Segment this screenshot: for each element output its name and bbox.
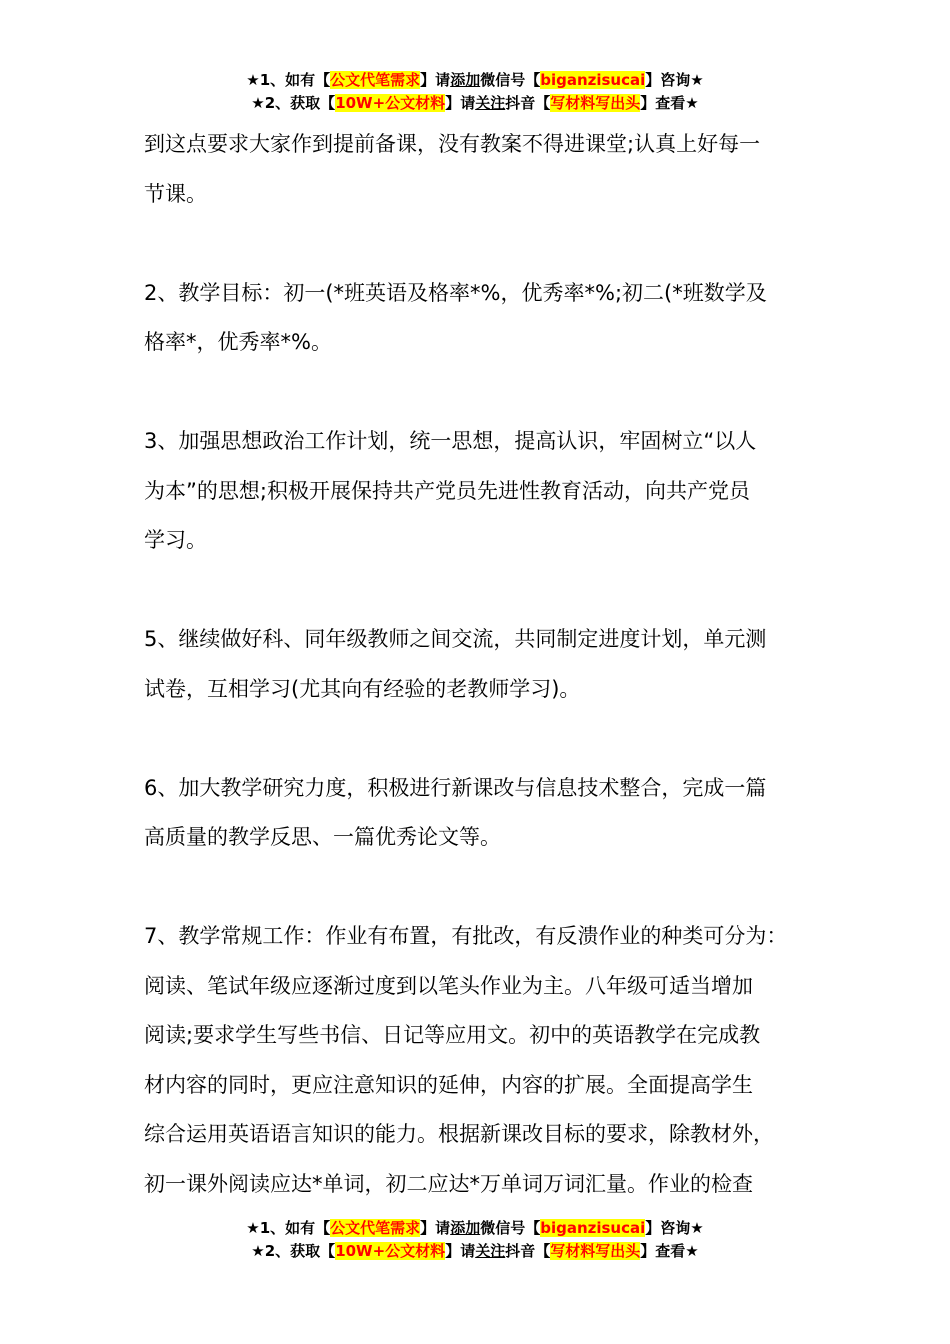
banner-text: 抖音【	[505, 94, 551, 112]
text-line: 3、加强思想政治工作计划，统一思想，提高认识，牢固树立“以人	[144, 429, 757, 453]
banner-text: 抖音【	[505, 1242, 551, 1260]
text-line: 到这点要求大家作到提前备课，没有教案不得进课堂;认真上好每一	[144, 132, 761, 156]
highlight-wechat-id: biganzisucai	[540, 1219, 646, 1237]
underlined-text: 关注	[475, 94, 506, 112]
text-line: 为本”的思想;积极开展保持共产党员先进性教育活动，向共产党员	[144, 478, 750, 503]
highlight-wechat-id: biganzisucai	[540, 71, 646, 89]
banner-text: 】请	[445, 94, 476, 112]
text-line: 试卷，互相学习(尤其向有经验的老教师学习)。	[144, 676, 581, 701]
footer-banner	[0, 1217, 950, 1263]
highlight-douyin-account: 写材料写出头	[550, 1242, 641, 1260]
banner-text: ★2、获取【	[251, 94, 336, 112]
paragraph	[144, 615, 834, 714]
banner-text: 】请	[445, 1242, 476, 1260]
document-body	[144, 120, 834, 1259]
text-line: 初一课外阅读应达*单词，初二应达*万单词万词汇量。作业的检查	[144, 1171, 753, 1196]
paragraph	[144, 764, 834, 863]
text-line: 高质量的教学反思、一篇优秀论文等。	[144, 825, 501, 849]
banner-text: ★1、如有【	[246, 71, 331, 89]
underlined-text: 关注	[475, 1242, 506, 1260]
highlight-materials: 10W+公文材料	[335, 94, 446, 112]
highlight-materials: 10W+公文材料	[335, 1242, 446, 1260]
underlined-text: 添加	[450, 71, 481, 89]
banner-text: 】查看★	[640, 1242, 699, 1260]
banner-line-1	[0, 1217, 950, 1240]
paragraph	[144, 269, 834, 368]
banner-line-1	[0, 69, 950, 92]
paragraph	[144, 417, 834, 566]
text-line: 节课。	[144, 181, 207, 206]
text-line: 阅读;要求学生写些书信、日记等应用文。初中的英语教学在完成教	[144, 1023, 761, 1047]
banner-line-2	[0, 92, 950, 115]
text-line: 学习。	[144, 528, 207, 552]
banner-text: 】请	[420, 1219, 451, 1237]
banner-text: ★1、如有【	[246, 1219, 331, 1237]
text-line: 格率*，优秀率*%。	[144, 330, 332, 354]
highlight-service: 公文代笔需求	[330, 1219, 421, 1237]
banner-text: 微信号【	[480, 1219, 541, 1237]
banner-line-2	[0, 1240, 950, 1263]
text-line: 综合运用英语语言知识的能力。根据新课改目标的要求，除教材外，	[144, 1122, 774, 1146]
paragraph	[144, 912, 834, 1209]
underlined-text: 添加	[450, 1219, 481, 1237]
banner-text: 】请	[420, 71, 451, 89]
banner-text: 】查看★	[640, 94, 699, 112]
text-line: 6、加大教学研究力度，积极进行新课改与信息技术整合，完成一篇	[144, 775, 767, 800]
text-line: 材内容的同时，更应注意知识的延伸，内容的扩展。全面提高学生	[144, 1072, 753, 1097]
banner-text: 】咨询★	[645, 71, 704, 89]
highlight-douyin-account: 写材料写出头	[550, 94, 641, 112]
text-line: 2、教学目标：初一(*班英语及格率*%，优秀率*%;初二(*班数学及	[144, 280, 767, 305]
banner-text: ★2、获取【	[251, 1242, 336, 1260]
text-line: 5、继续做好科、同年级教师之间交流，共同制定进度计划，单元测	[144, 627, 767, 651]
text-line: 阅读、笔试年级应逐渐过度到以笔头作业为主。八年级可适当增加	[144, 973, 753, 998]
header-banner	[0, 69, 950, 115]
text-line: 7、教学常规工作：作业有布置，有批改，有反溃作业的种类可分为：	[144, 924, 788, 948]
banner-text: 】咨询★	[645, 1219, 704, 1237]
banner-text: 微信号【	[480, 71, 541, 89]
paragraph	[144, 120, 834, 219]
highlight-service: 公文代笔需求	[330, 71, 421, 89]
